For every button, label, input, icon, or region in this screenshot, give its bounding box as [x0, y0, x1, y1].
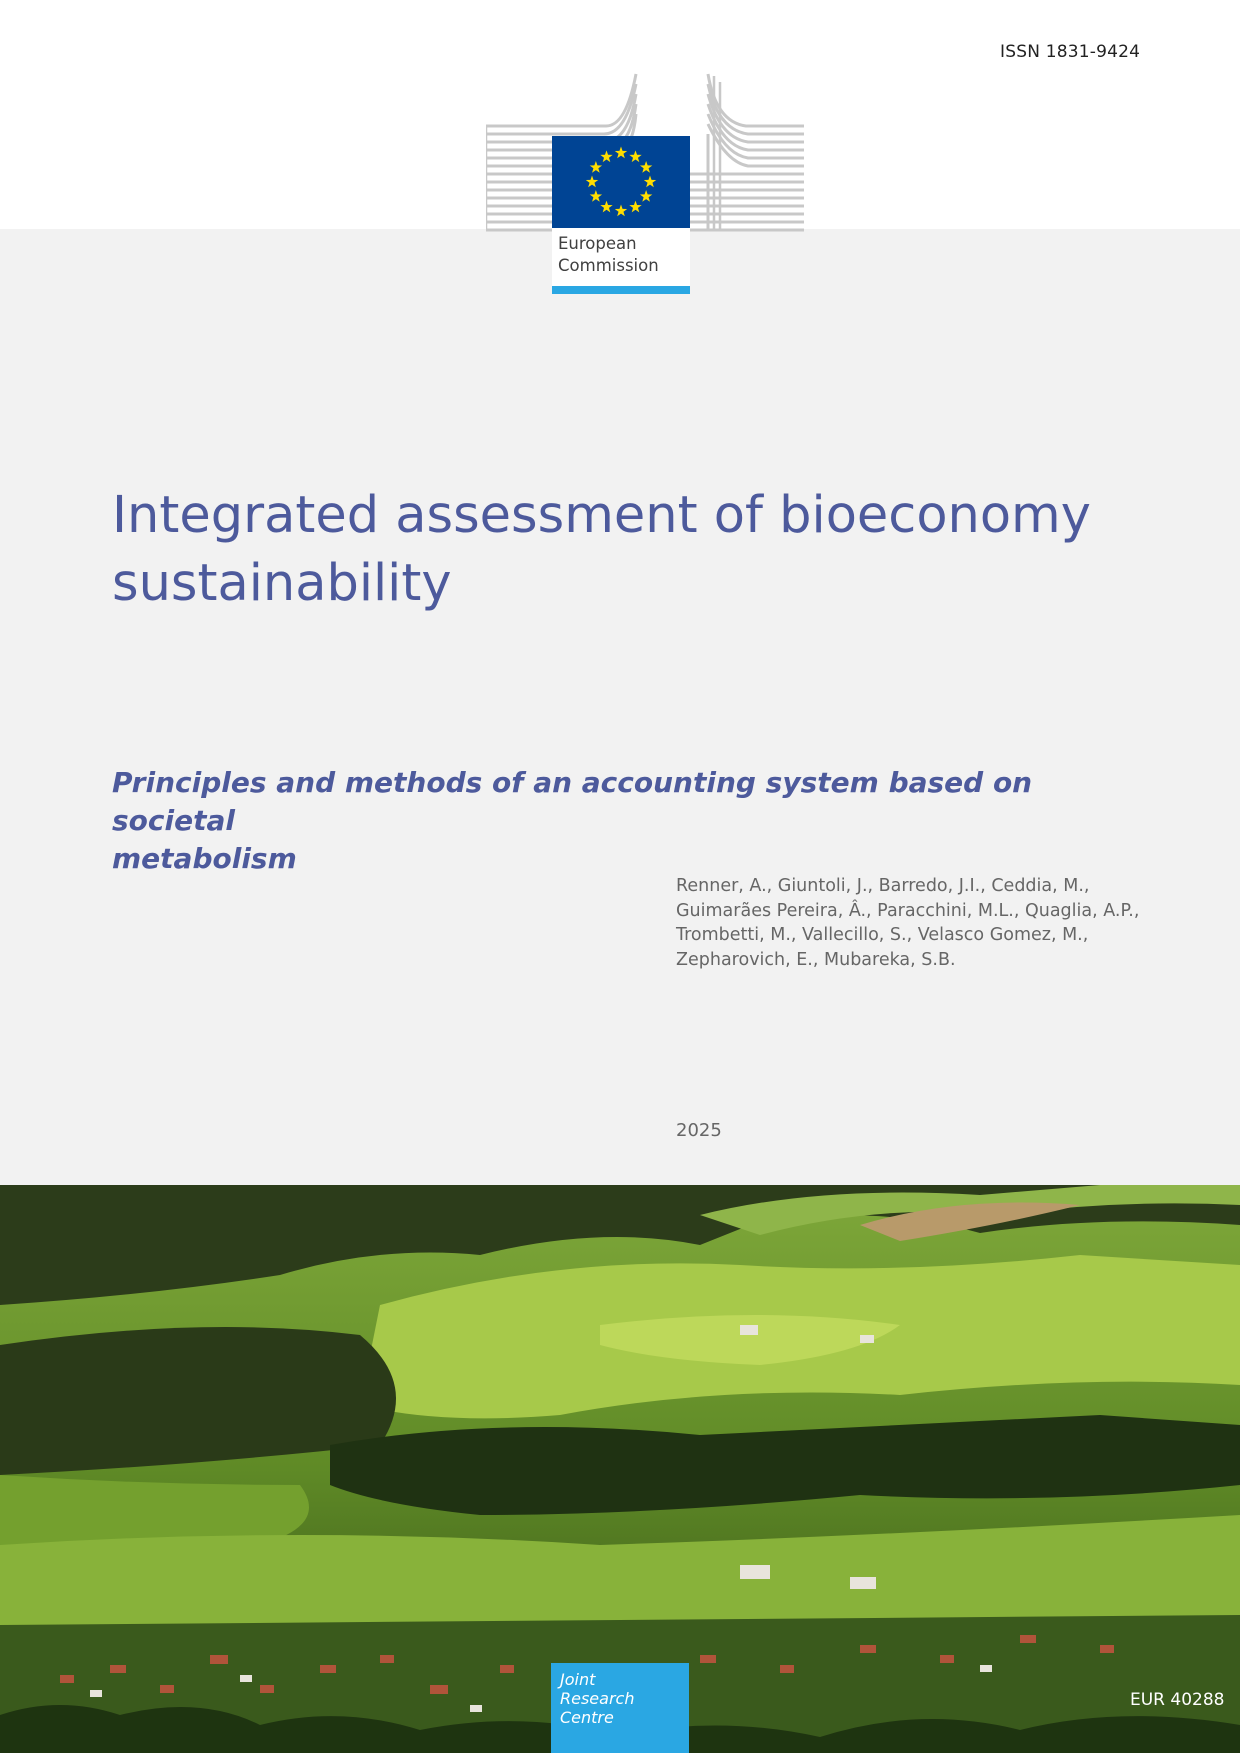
- jrc-logo-box: [551, 1663, 689, 1753]
- document-title: [112, 482, 1092, 618]
- author-line: Trombetti, M., Vallecillo, S., Velasco Gomez, M.,: [676, 925, 1089, 945]
- eu-star-icon: [640, 161, 652, 173]
- eu-star-icon: [600, 150, 612, 162]
- author-line: Guimarães Pereira, Â., Paracchini, M.L., Quaglia, A.P.,: [676, 900, 1140, 921]
- eu-star-icon: [615, 147, 627, 159]
- eu-star-icon: [590, 161, 602, 173]
- eu-star-icon: [615, 205, 627, 217]
- title-line-2: sustainability: [112, 554, 452, 613]
- jrc-line3: Centre: [560, 1708, 614, 1727]
- ec-logo-bar: [552, 286, 690, 294]
- subtitle-line-2: metabolism: [112, 842, 297, 875]
- eu-star-icon: [629, 201, 641, 213]
- publication-year: 2025: [676, 1120, 722, 1141]
- jrc-line2: Research: [560, 1689, 635, 1708]
- eu-star-icon: [640, 190, 652, 202]
- european-commission-logo: [486, 72, 806, 294]
- document-subtitle: [112, 764, 1072, 878]
- author-list: [676, 874, 1146, 972]
- eu-star-icon: [590, 190, 602, 202]
- ec-logo-box: [552, 136, 690, 294]
- eu-flag-icon: [552, 136, 690, 228]
- title-line-1: Integrated assessment of bioeconomy: [112, 486, 1091, 545]
- author-line: Renner, A., Giuntoli, J., Barredo, J.I., Ceddia, M.,: [676, 876, 1090, 896]
- eu-star-icon: [644, 176, 656, 188]
- ec-logo-line1: European: [558, 234, 637, 253]
- cover-panel: [0, 229, 1240, 1185]
- jrc-line1: Joint: [560, 1670, 596, 1689]
- eu-star-icon: [586, 176, 598, 188]
- issn-label: ISSN 1831-9424: [1000, 42, 1141, 62]
- subtitle-line-1: Principles and methods of an accounting system based on societal: [112, 766, 1033, 837]
- eu-star-icon: [629, 150, 641, 162]
- ec-logo-line2: Commission: [558, 256, 659, 275]
- eu-star-icon: [600, 201, 612, 213]
- author-line: Zepharovich, E., Mubareka, S.B.: [676, 949, 956, 970]
- report-number: EUR 40288: [1130, 1690, 1225, 1710]
